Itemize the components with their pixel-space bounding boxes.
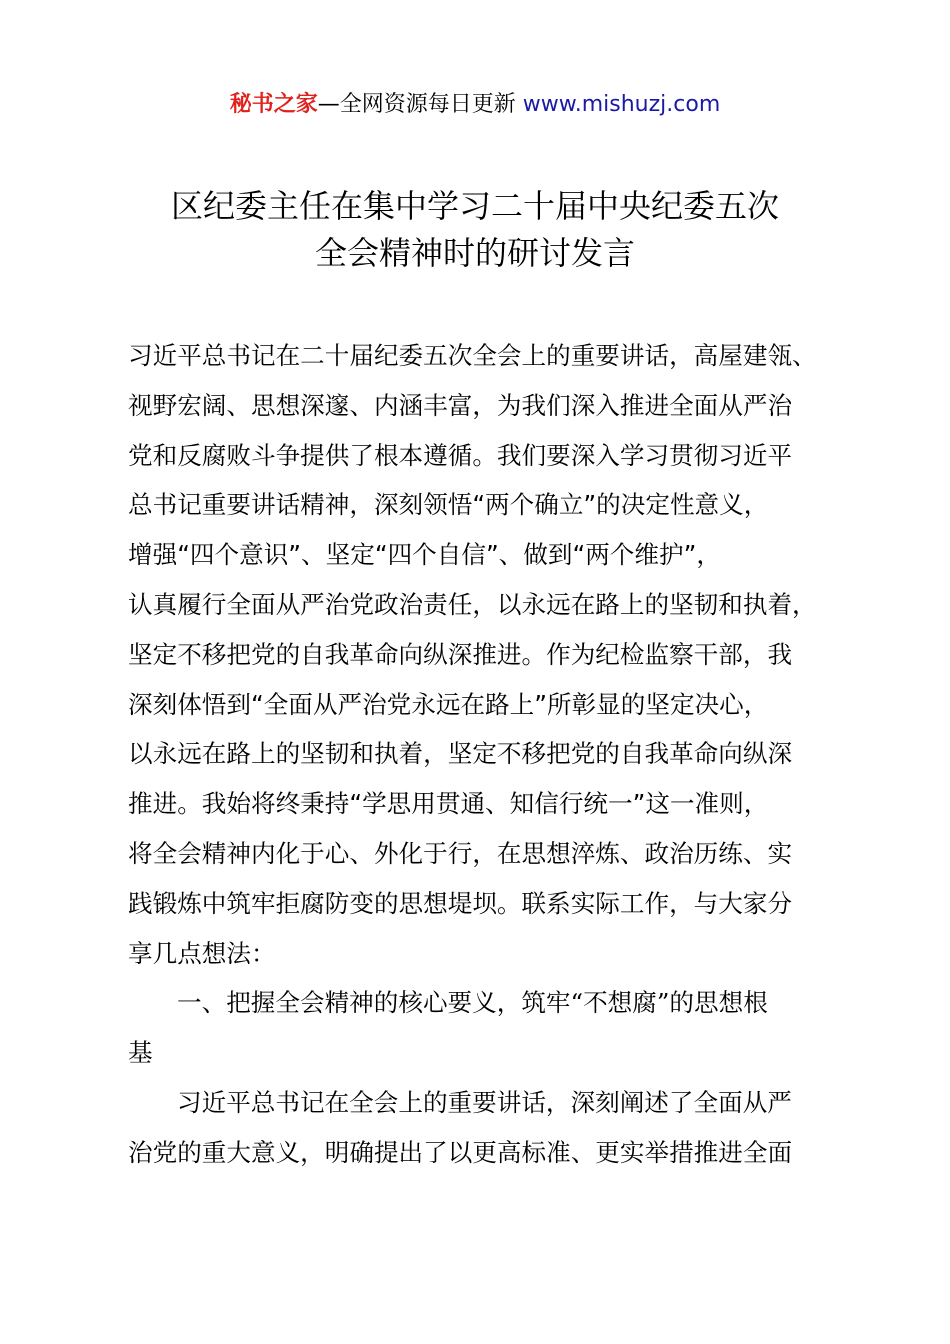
body-line: 以永远在路上的坚韧和执着，坚定不移把党的自我革命向纵深 — [128, 739, 793, 769]
body-line: 坚定不移把党的自我革命向纵深推进。作为纪检监察干部，我 — [128, 639, 793, 669]
body-line: 将全会精神内化于心、外化于行，在思想淬炼、政治历练、实 — [128, 838, 793, 868]
site-header — [0, 88, 950, 122]
site-tagline: —全网资源每日更新 — [317, 92, 523, 117]
body-line: 认真履行全面从严治党政治责任，以永远在路上的坚韧和执着， — [128, 589, 817, 619]
body-line: 推进。我始将终秉持“学思用贯通、知信行统一”这一准则， — [128, 789, 769, 819]
body-line: 增强“四个意识”、坚定“四个自信”、做到“两个维护”， — [128, 540, 721, 570]
body-line: 深刻体悟到“全面从严治党永远在路上”所彰显的坚定决心， — [128, 689, 769, 719]
section-body-line: 习近平总书记在全会上的重要讲话，深刻阐述了全面从严 — [177, 1087, 792, 1117]
section-body-line: 治党的重大意义，明确提出了以更高标准、更实举措推进全面 — [128, 1137, 793, 1167]
body-line: 享几点想法： — [128, 938, 276, 968]
body-line: 践锻炼中筑牢拒腐防变的思想堤坝。联系实际工作，与大家分 — [128, 888, 793, 918]
body-line: 视野宏阔、思想深邃、内涵丰富，为我们深入推进全面从严治 — [128, 390, 793, 420]
body-line: 党和反腐败斗争提供了根本遵循。我们要深入学习贯彻习近平 — [128, 440, 793, 470]
section-heading: 一、把握全会精神的核心要义，筑牢“不想腐”的思想根 — [177, 988, 768, 1018]
section-heading: 基 — [128, 1038, 153, 1068]
title-line: 区纪委主任在集中学习二十届中央纪委五次 — [170, 187, 779, 225]
document-body — [128, 331, 840, 1178]
body-line: 习近平总书记在二十届纪委五次全会上的重要讲话，高屋建瓴、 — [128, 341, 817, 370]
site-brand: 秘书之家 — [229, 92, 318, 117]
title-line: 全会精神时的研讨发言 — [314, 234, 635, 272]
document-title — [80, 183, 870, 277]
body-line: 总书记重要讲话精神，深刻领悟“两个确立”的决定性意义， — [128, 490, 769, 520]
site-url-link[interactable]: www.mishuzj.com — [522, 92, 721, 117]
